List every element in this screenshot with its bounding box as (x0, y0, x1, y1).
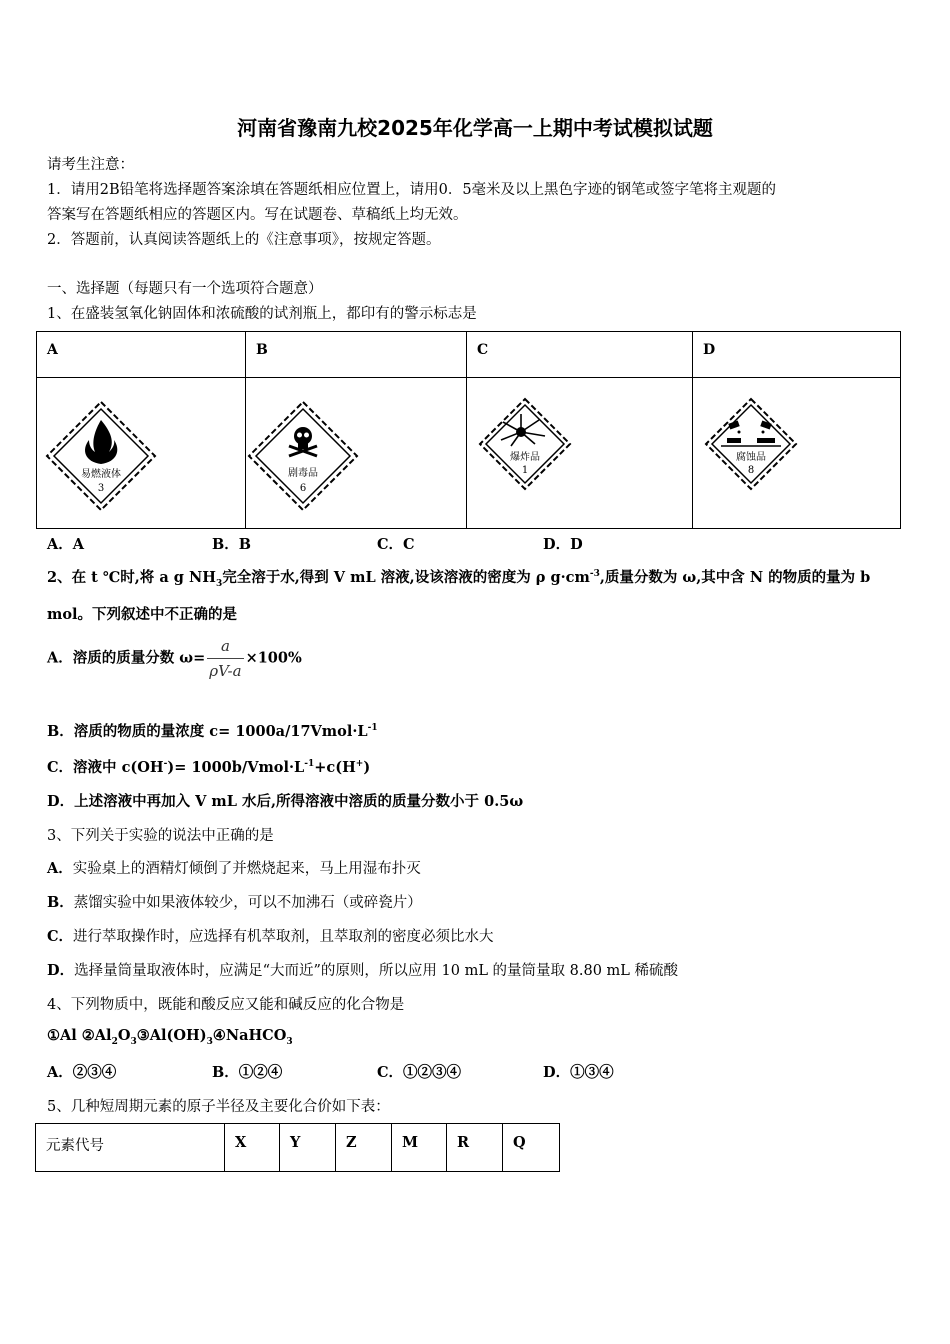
hazard-num-d: 8 (747, 465, 755, 476)
hazard-sign-table (36, 331, 901, 529)
element-x: X (225, 1124, 280, 1172)
notice-heading: 请考生注意： (47, 157, 134, 173)
hazard-label-c: 爆炸品 (510, 452, 540, 463)
q1-stem: 1、在盛装氢氧化钠固体和浓硫酸的试剂瓶上，都印有的警示标志是 (47, 306, 477, 322)
hazard-num-b: 6 (299, 483, 307, 494)
hazard-label-a: 易燃液体 (81, 469, 121, 480)
q4-option-a: A．②③④ (47, 1064, 117, 1081)
notice-line-1: 1．请用2B铅笔将选择题答案涂填在答题纸相应位置上，请用0．5毫米及以上黑色字迹的钢笔或签字笔将主观题的 (47, 182, 777, 198)
hazard-label-d: 腐蚀品 (736, 452, 766, 463)
q2-option-a: A．溶质的质量分数 ω= $\frac{a}{\rho V-a}$ ×100% (47, 637, 302, 680)
q4-option-d: D．①③④ (543, 1064, 614, 1081)
element-m: M (392, 1124, 447, 1172)
hazard-cell-d (693, 378, 901, 529)
element-y: Y (280, 1124, 336, 1172)
q2-option-b: B．溶质的物质的量浓度 $c= 1000a/17Vmol\cdot L^{-1}$ (47, 723, 378, 740)
q4-stem: 4、下列物质中，既能和酸反应又能和碱反应的化合物是 (47, 997, 405, 1013)
q5-stem: 5、几种短周期元素的原子半径及主要化合价如下表： (47, 1099, 390, 1115)
hazard-num-a: 3 (97, 483, 105, 494)
q1-header-c: C (467, 332, 693, 378)
hazard-label-b: 剧毒品 (288, 468, 318, 479)
q4-option-c: C．①②③④ (377, 1064, 462, 1081)
element-table (35, 1123, 560, 1172)
q3-option-a: A．实验桌上的酒精灯倾倒了并燃烧起来，马上用湿布扑灭 (47, 860, 421, 877)
q2-stem: 2、在 t ℃时,将 a g $NH_3$完全溶于水,得到 V mL 溶液,设该溶液的密度为 ρ $g\cdot cm^{-3}$,质量分数为 ω,其中含 N 的物质的量为 b (47, 569, 871, 589)
q3-option-d: D．选择量筒量取液体时，应满足“大而近”的原则，所以应用 10 mL 的量筒量取 8.80 mL 稀硫酸 (47, 962, 679, 979)
q3-stem: 3、下列关于实验的说法中正确的是 (47, 828, 274, 844)
skull-icon (246, 378, 466, 524)
q1-header-b: B (246, 332, 467, 378)
q2-option-d: D．上述溶液中再加入 V mL 水后,所得溶液中溶质的质量分数小于 0.5ω (47, 793, 524, 810)
notice-line-2: 答案写在答题纸相应的答题区内。写在试题卷、草稿纸上均无效。 (47, 207, 468, 223)
q1-header-a: A (37, 332, 246, 378)
q3-option-b: B．蒸馏实验中如果液体较少，可以不加沸石（或碎瓷片） (47, 894, 422, 911)
q1-option-b: B．B (212, 536, 252, 553)
q1-option-c: C．C (377, 536, 415, 553)
hazard-cell-a (37, 378, 246, 529)
q4-items: ①Al $②Al_2O_3③Al(OH)_3④NaHCO_3$ (47, 1027, 293, 1047)
element-r: R (447, 1124, 503, 1172)
page-title: 河南省豫南九校2025年化学高一上期中考试模拟试题 (237, 116, 713, 140)
element-table-header: 元素代号 (36, 1124, 225, 1172)
q4-option-b: B．①②④ (212, 1064, 283, 1081)
hazard-cell-c (467, 378, 693, 529)
q1-option-a: A．A (47, 536, 85, 553)
flame-icon (37, 378, 245, 524)
element-q: Q (503, 1124, 560, 1172)
q1-header-d: D (693, 332, 901, 378)
section-heading: 一、选择题（每题只有一个选项符合题意） (47, 281, 323, 297)
notice-line-3: 2．答题前，认真阅读答题纸上的《注意事项》，按规定答题。 (47, 232, 441, 248)
element-z: Z (336, 1124, 392, 1172)
hazard-cell-b (246, 378, 467, 529)
q1-option-d: D．D (543, 536, 583, 553)
corrosion-icon (693, 378, 900, 524)
hazard-num-c: 1 (521, 465, 529, 476)
fraction: $\frac{a}{\rho V-a}$ (209, 637, 242, 680)
q2-option-c: C．溶液中 $c(OH^-)= 1000b/Vmol\cdot L^{-1}+c(H^+)$ (47, 759, 371, 776)
q3-option-c: C．进行萃取操作时，应选择有机萃取剂，且萃取剂的密度必须比水大 (47, 928, 494, 945)
q2-stem-cont: mol。下列叙述中不正确的是 (47, 606, 238, 623)
explosion-icon (467, 378, 692, 524)
